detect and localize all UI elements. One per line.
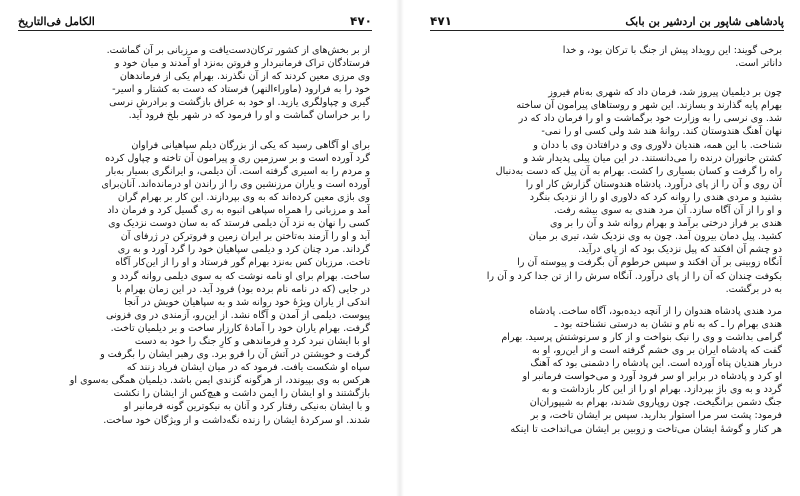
text-line: گرفت و خویشتن در آتش آن را فرو برد. وی رهبر ایشان را بگرفت و <box>100 349 370 361</box>
text-line: شناخت. با این همه، هندیان دلاوری وی و درافتادن وی با ددان و <box>533 139 782 151</box>
text-line: داناتر است. <box>735 58 782 70</box>
text-line: آید و او را آزمند به‌تاختن بر ایران زمین و فروترکن در ژرفای آن <box>120 231 370 243</box>
text-line: او با ایشان نبرد کرد و فرماندهی و کارِ جنگ را خود به دست <box>134 335 370 347</box>
text-line: و مردم را به اسیری گرفته است. آن دیلمی، و ایرانگری بسیار به‌بار <box>106 165 370 177</box>
right-page <box>416 6 796 490</box>
left-page-header <box>18 12 372 31</box>
text-line: نهان آهنگ هندوستان کند. روانهٔ هند شد ولی کسی او را نمی- <box>541 126 782 138</box>
text-line: گرفت. بهرام یاران خود را آمادهٔ کارزار ساخت و بر دیلمیان تاخت. <box>110 322 370 334</box>
paragraph <box>434 86 782 296</box>
text-line: گیری و چپاولگری یازید. او خود به عراق بازگشت و برادرش نرسی <box>109 97 370 109</box>
text-line: گرامی بداشت و وی را نیک بنواخت و از کار و سرنوشتش پرسید. بهرام <box>501 331 782 343</box>
paragraph <box>434 305 782 436</box>
page-number: ۴۷۰ <box>350 14 372 28</box>
text-line: خود را به فرارود (ماوراءالنهر) فرستاد که دست به کشتار و اسیر- <box>112 84 370 96</box>
text-line: گفت که پادشاه ایران بر وی خشم گرفته است و از این‌رو، او به <box>531 344 782 356</box>
text-line: دربار هندیان پناه آورده است. این پادشاه را دشمنی بود که آهنگ <box>530 358 782 370</box>
text-line: او کرد و پادشاه در برابر او سر فرود آورد و می‌خواست فرمانبر او <box>522 371 782 383</box>
left-page <box>4 6 384 490</box>
text-line: را بر خراسان گماشت و او را فرمود که در شهر بلخ فرود آید. <box>128 110 370 122</box>
text-line: هرکس به وی بپیوندد، از هرگونه گزندی ایمن باشد. دیلمیان همگی به‌سوی او <box>69 375 370 387</box>
text-line: برای او آگاهی رسید که یکی از بزرگان دیلم سپاهیانی فراوان <box>131 139 370 151</box>
text-line: فرمود: پشت سر مرا استوار بدارید. سپس بر ایشان تاخت، و بر <box>530 410 782 422</box>
text-line: وی باژی معین کرده‌اند که به وی بپردازند. این کار بر بهرام گران <box>117 191 370 203</box>
text-line: مرد هندی پادشاه هندوان را از آنچه دیده‌بود، آگاه ساخت. پادشاه <box>529 305 782 317</box>
text-line: از بر بخش‌های از کشور ترکان‌دست‌یافت و مرزبانی بر آن گماشت. <box>106 45 370 56</box>
text-line: گردد و به وی باژ بپردازد. بهرام او را از این کار بازداشت و به <box>541 384 782 396</box>
paragraph <box>22 139 370 427</box>
text-line: پیوست. دیلمی از آمدن و آگاه نشد. از این‌رو، آزمندی در وی فزونی <box>105 309 370 321</box>
right-page-header <box>430 12 784 31</box>
text-line: به در برگشت. <box>725 283 782 295</box>
text-line: هندی بر فراز درختی برآمد و بهرام روانه شد و آن را بر وی <box>549 218 782 230</box>
text-line: گرد آورده است و بر سرزمین ری و پیرامون آن تاخته و چپاول کرده <box>105 152 370 164</box>
text-line: بشنید و مردی هندی را روانه کرد که دلاوری او را از نزدیک بنگرد <box>529 191 782 203</box>
text-line: ساخت. بهرام برای او نامه نوشت که به سوی دیلمی روانه گردد و <box>112 270 370 282</box>
text-line: آمد و مرزبانی را همراه سپاهی انبوه به ری گسیل کرد و فرمان داد <box>107 205 370 217</box>
text-line: آنگاه زوبینی بر آن افکند و سپس خرطوم آن بگرفت و پیوسته آن را <box>517 257 782 269</box>
text-line: بازگشتند و او ایشان را ایمن داشت و هیچ‌کس از ایشان را نکشت <box>113 388 370 400</box>
page-number: ۴۷۱ <box>430 14 452 28</box>
text-line: آورده است و یاران مرزنشین وی را از راندن او درمانده‌اند. آنان‌برای <box>101 178 370 190</box>
text-line: چون بر دیلمیان پیروز شد، فرمان داد که شهری به‌نام فیروز <box>548 87 782 99</box>
text-line: کشید. پیل دمان بیرون آمد. چون به وی نزدیک شد، تیری بر میان <box>528 231 782 243</box>
text-line: آن روی و آن را از پای درآورد. پادشاه هندوستان گزارش کار او را <box>525 178 782 190</box>
text-line: راه را گرفت و کسان بسیاری را کشت. بهرام به آن پیل که دست به‌دنبال <box>495 165 782 177</box>
running-title: الکامل فی‌التاریخ <box>18 15 95 28</box>
text-line: گرداند. مرد چنان کرد و دیلمی سپاهیان خود را گرد آورد و به ری <box>117 244 370 256</box>
text-line: کشتن جانوران درنده را می‌دانستند. در این میان پیلی پدیدار شد و <box>523 152 782 164</box>
text-line: کسی را نهان به نزد آن دیلمی فرستد که به سان دوست نزدیک وی <box>108 218 370 230</box>
text-line: در جایی (که در نامه نام برده بود) فرود آید. در این زمان بهرام با <box>116 283 370 295</box>
text-line: برخی گویند: این رویداد پیش از جنگ با ترکان بود، و خدا <box>562 45 782 56</box>
right-page-text <box>434 44 782 486</box>
text-line: بهرام پایه گذارند و بسازند. این شهر و روستاهای پیرامون آن ساخته <box>516 100 782 112</box>
text-line: هر کنار و گوشهٔ ایشان می‌تاخت و زوبین بر ایشان می‌انداخت تا اینکه <box>510 423 782 435</box>
text-line: سپاه او شکست یافت. فرمود که در میان ایشان فریاد زنند که <box>126 362 370 374</box>
book-gutter <box>396 0 404 496</box>
text-line: و او را از آن آگاه سازد. آن مرد هندی به سوی بیشه رفت. <box>553 205 782 217</box>
text-line: وی مرزی معین کردند که از آن نگذرند. بهرام یکی از فرماندهان <box>119 71 370 83</box>
text-line: دو چشم آن افکند که پیل نزدیک بود که از پای درآید. <box>578 244 782 256</box>
left-page-text <box>22 44 370 486</box>
text-line: تاخت. مرزبان کس به‌نزد بهرام گور فرستاد و او را از این‌کار آگاه <box>115 257 370 269</box>
text-line: فرستادگان تراک فرمانبردار و فروتن به‌نزد او آمدند و میان خود و <box>114 58 370 70</box>
text-line: هندی بهرام را ـ که به نام و نشان به درستی نشناخته بود ـ <box>554 318 782 330</box>
text-line: شدند. او سرکردهٔ ایشان را زنده نگه‌داشت و از ویژگان خود ساخت. <box>103 414 370 426</box>
text-line: بکوفت چندان که آن را از پای درآورد. آنگاه سرش را از تن جدا کرد و آن را <box>486 270 782 282</box>
running-title: پادشاهی شاپور بن اردشیر بن بابک <box>625 15 784 28</box>
paragraph <box>22 44 370 123</box>
text-line: اندکی از یاران ویژهٔ خود روانه شد و به سپاهیان خویش در آنجا <box>124 296 370 308</box>
text-line: شد. وی نرسی را به وزارت خود برگماشت و او را فرمان داد که در <box>518 113 782 125</box>
text-line: جنگ دشمن برانگیخت. چون روپاروی شدند، بهرام به شیپوران‌ان <box>529 397 782 409</box>
paragraph <box>434 44 782 70</box>
text-line: و با ایشان به‌نیکی رفتار کرد و آنان به نیکوترین گونه فرمانبر او <box>123 401 370 413</box>
